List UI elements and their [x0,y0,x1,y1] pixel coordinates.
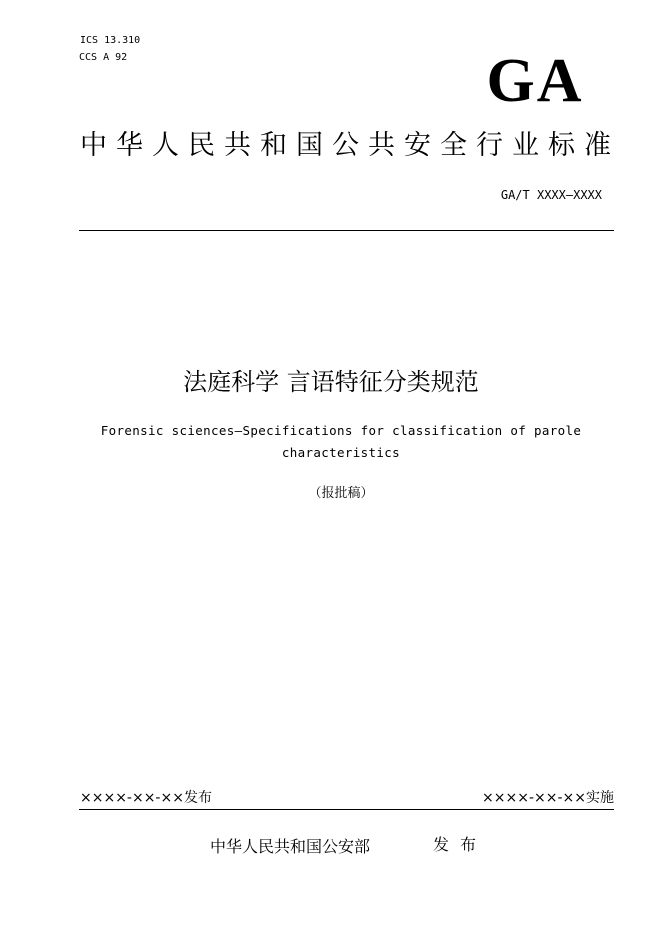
publish-date: ××××-××-××发布 [80,790,212,806]
standard-category-title: 中华人民共和国公共安全行业标准 [80,130,620,161]
issuing-authority: 中华人民共和国公安部 [210,837,371,856]
document-title-cn: 法庭科学 言语特征分类规范 [183,368,479,396]
footer-divider [79,809,614,810]
implement-date: ××××-××-××实施 [482,790,614,806]
document-title-en: Forensic sciences—Specifications for classification of parole characteristics [100,423,582,460]
issue-label: 发布 [433,835,488,854]
header-divider [79,230,614,231]
ics-code: ICS 13.310 [80,35,141,46]
ga-logo: GA [486,47,584,115]
draft-status: （报批稿） [308,486,374,501]
ccs-code: CCS A 92 [79,52,128,63]
standard-number: GA/T XXXX—XXXX [500,188,602,202]
